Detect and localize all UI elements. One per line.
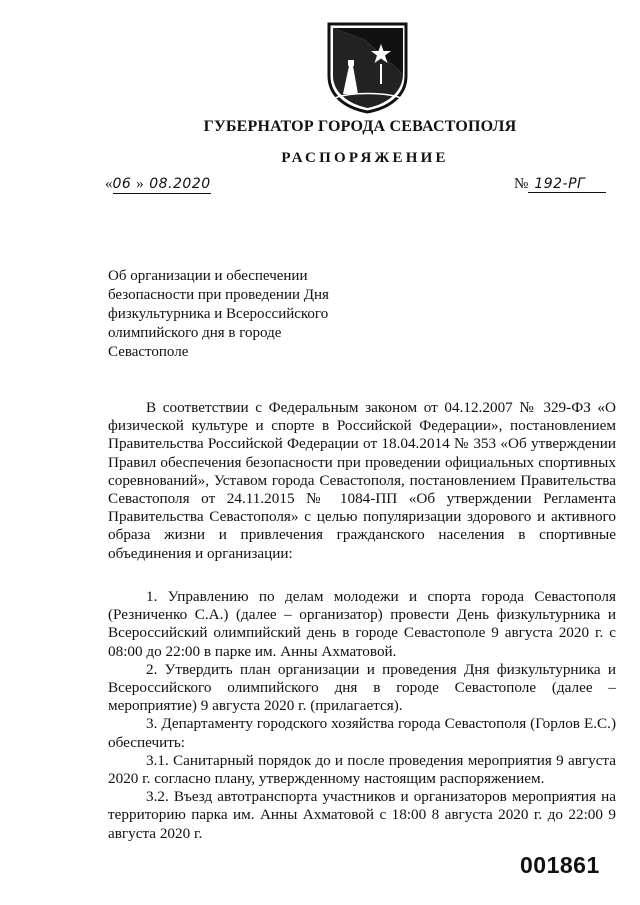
preamble-text: В соответствии с Федеральным законом от 04.12.2007 № 329-ФЗ «О физической культуре и спорте в Российской Федерации», постановлением Правительства Российской Федерации от 18.04.2014 № 353 «Об утверждении Правил обеспечения безопасности при проведении официальных спортивных соревнований», Уставом города Севастополя, постановлением Правительства Севастополя от 24.11.2015 № 1084-ПП «Об утверждении Регламента Правительства Севастополя» с целью популяризации здорового и активного образа жизни и привлечения гражданского населения в спортивные объединения и организации: xyxy=(108,399,616,562)
date-open-quote: « xyxy=(105,176,113,192)
date-value xyxy=(113,176,211,194)
subject-line: олимпийского дня в городе xyxy=(108,325,282,341)
date-month-year: 08.2020 xyxy=(149,176,211,192)
order-item: 3.2. Въезд автотранспорта участников и организаторов мероприятия на территорию парка им. Анны Ахматовой с 18:00 8 августа 2020 г. до 22:00 9 августа 2020 г. xyxy=(108,788,616,842)
document-number xyxy=(514,176,606,193)
order-item: 1. Управлению по делам молодежи и спорта города Севастополя (Резниченко С.А.) (далее – организатор) провести День физкультурника и Всероссийский олимпийский день в городе Севастополе 9 августа 2020 г. с 08:00 до 22:00 в парке им. Анны Ахматовой. xyxy=(108,588,616,660)
subject-line: физкультурника и Всероссийского xyxy=(108,306,329,322)
document-type-heading: РАСПОРЯЖЕНИЕ xyxy=(281,150,449,166)
order-item: 3.1. Санитарный порядок до и после проведения мероприятия 9 августа 2020 г. согласно плану, утвержденному настоящим распоряжением. xyxy=(108,751,616,788)
sevastopol-coat-of-arms-icon xyxy=(325,22,410,114)
subject-line: безопасности при проведении Дня xyxy=(108,287,329,303)
document-date xyxy=(105,176,211,194)
issuer-heading: ГУБЕРНАТОР ГОРОДА СЕВАСТОПОЛЯ xyxy=(203,118,517,135)
subject-line: Севастополе xyxy=(108,344,189,360)
date-day: 06 xyxy=(112,176,132,192)
date-close-quote: » xyxy=(136,176,145,192)
number-value: 192-РГ xyxy=(528,176,606,193)
order-items xyxy=(108,588,616,843)
preamble-paragraph xyxy=(108,399,616,563)
number-sign: № xyxy=(514,176,529,192)
order-item: 3. Департаменту городского хозяйства города Севастополя (Горлов Е.С.) обеспечить: xyxy=(108,715,616,751)
order-item: 2. Утвердить план организации и проведения Дня физкультурника и Всероссийского олимпийского дня в городе Севастополе (далее – мероприятие) 9 августа 2020 г. (прилагается). xyxy=(108,660,616,715)
serial-number: 001861 xyxy=(520,852,600,878)
document-subject xyxy=(108,267,368,362)
subject-line: Об организации и обеспечении xyxy=(108,268,308,284)
